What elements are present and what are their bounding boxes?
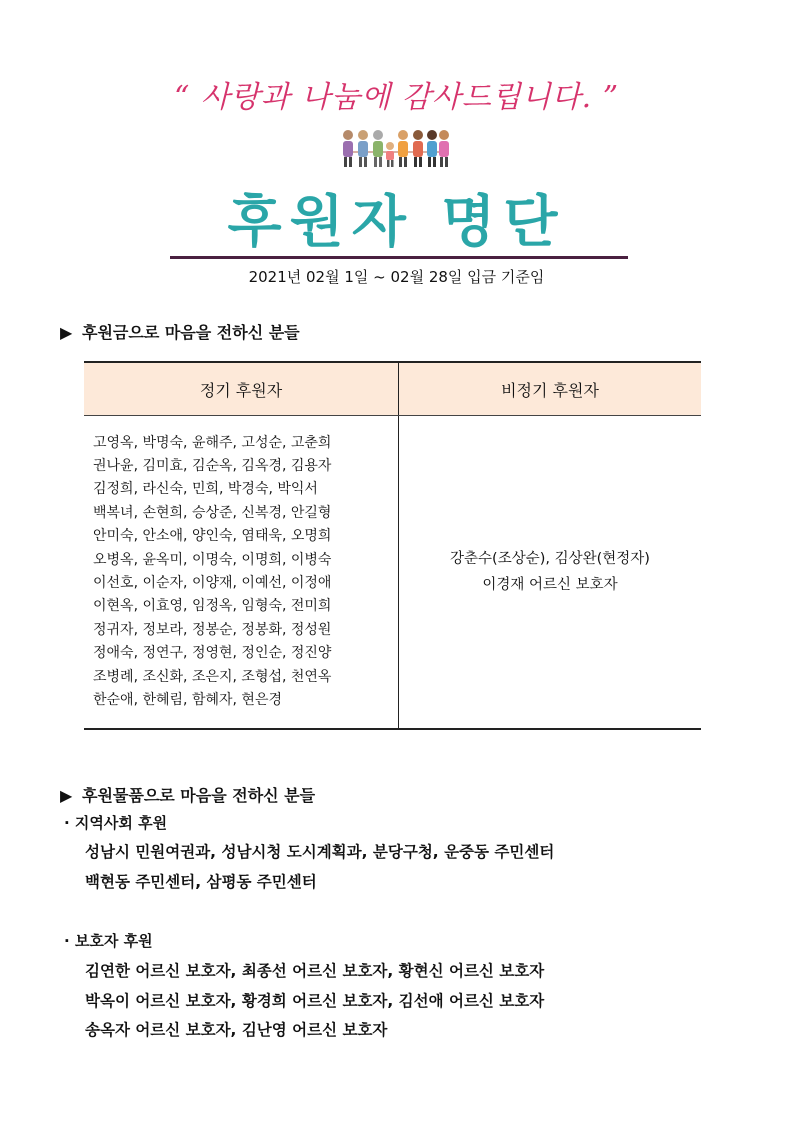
person-7 <box>427 130 437 167</box>
header-regular: 정기 후원자 <box>84 362 399 416</box>
person-5 <box>398 130 408 167</box>
regular-line: 한순애, 한혜림, 함혜자, 현은경 <box>93 692 282 709</box>
guardian-list <box>85 957 544 1046</box>
page-title: 후원자 명단 <box>227 190 566 255</box>
section-heading-money <box>60 320 300 343</box>
regular-line: 권나윤, 김미효, 김순옥, 김옥경, 김용자 <box>93 457 332 474</box>
triangle-right-icon: ▶ <box>60 323 73 342</box>
sponsor-table <box>84 361 701 730</box>
person-8 <box>439 130 449 167</box>
regular-line: 이선호, 이순자, 이양재, 이예선, 이정애 <box>93 575 332 591</box>
community-list <box>85 838 554 897</box>
person-2 <box>358 130 368 167</box>
regular-line: 안미숙, 안소애, 양인숙, 염태욱, 오명희 <box>93 528 332 545</box>
community-label: · 지역사회 후원 <box>64 814 168 832</box>
person-3 <box>373 130 383 167</box>
community-line: 백현동 주민센터, 삼평동 주민센터 <box>85 872 317 891</box>
regular-line: 고영옥, 박명숙, 윤해주, 고성순, 고춘희 <box>93 434 332 451</box>
community-line: 성남시 민원여권과, 성남시청 도시계획과, 분당구청, 운중동 주민센터 <box>85 843 555 861</box>
header-irregular: 비정기 후원자 <box>399 362 702 416</box>
person-4-child <box>386 142 394 167</box>
regular-line: 정귀자, 정보라, 정봉순, 정봉화, 정성원 <box>93 621 332 638</box>
guardian-line: 송옥자 어르신 보호자, 김난영 어르신 보호자 <box>85 1021 388 1039</box>
date-range: 2021년 02월 1일 ~ 02월 28일 입금 기준임 <box>248 268 545 286</box>
regular-line: 정애숙, 정연구, 정영현, 정인순, 정진양 <box>93 645 332 662</box>
regular-line: 오병옥, 윤옥미, 이명숙, 이명희, 이병숙 <box>93 551 332 568</box>
irregular-sponsors-cell <box>399 416 702 730</box>
irregular-line: 이경재 어르신 보호자 <box>482 577 618 593</box>
triangle-right-icon: ▶ <box>60 786 73 805</box>
guardian-line: 박옥이 어르신 보호자, 황경희 어르신 보호자, 김선애 어르신 보호자 <box>85 991 545 1010</box>
regular-line: 김정희, 라신숙, 민희, 박경숙, 박익서 <box>93 481 318 498</box>
section-heading-money-text: 후원금으로 마음을 전하신 분들 <box>82 323 300 342</box>
regular-line: 조병례, 조신화, 조은지, 조형섭, 천연옥 <box>93 668 332 685</box>
person-1 <box>343 130 353 167</box>
irregular-line: 강춘수(조상순), 김상완(현정자) <box>450 551 650 567</box>
title-divider <box>170 256 628 259</box>
header-quote: “ 사랑과 나눔에 감사드립니다. ” <box>173 80 620 115</box>
section-heading-goods-text: 후원물품으로 마음을 전하신 분들 <box>82 786 316 805</box>
family-holding-hands-illustration <box>340 128 450 168</box>
section-heading-goods <box>60 783 315 806</box>
regular-sponsors-cell <box>84 416 399 730</box>
guardian-label: · 보호자 후원 <box>64 932 153 950</box>
person-6 <box>413 130 423 167</box>
guardian-line: 김연한 어르신 보호자, 최종선 어르신 보호자, 황현신 어르신 보호자 <box>85 962 545 980</box>
regular-line: 백복녀, 손현희, 승상준, 신복경, 안길형 <box>93 504 332 521</box>
regular-line: 이현옥, 이효영, 임정옥, 임형숙, 전미희 <box>93 598 332 615</box>
